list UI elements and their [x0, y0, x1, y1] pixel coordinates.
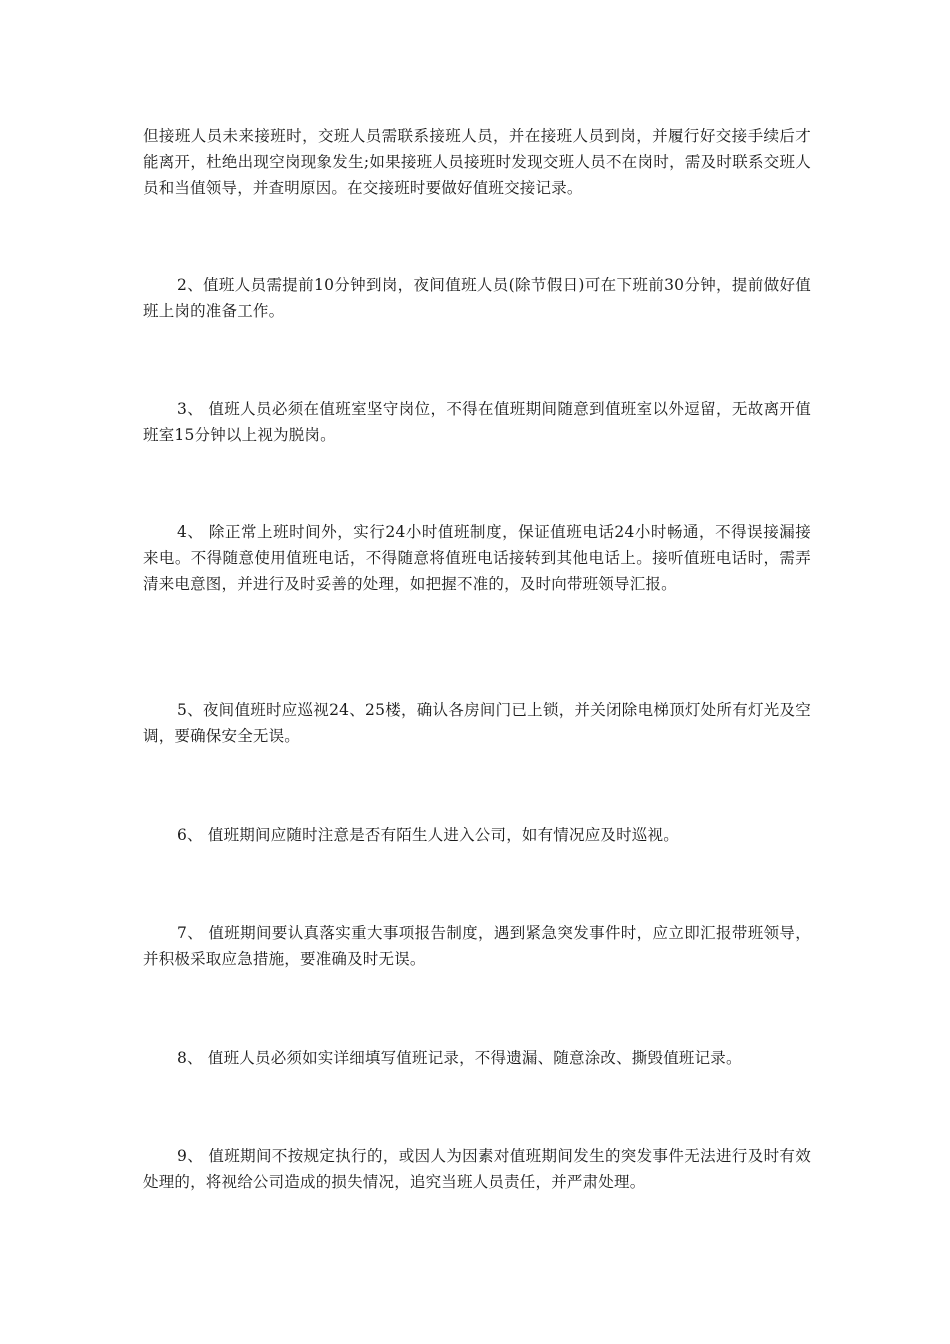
paragraph-rule-4: 4、 除正常上班时间外，实行24小时值班制度，保证值班电话24小时畅通，不得误接漏接来电。不得随意使用值班电话，不得随意将值班电话接转到其他电话上。接听值班电话时，需弄清来电意图，并进行及时妥善的处理，如把握不准的，及时向带班领导汇报。 [143, 523, 811, 593]
paragraph-rule-7: 7、 值班期间要认真落实重大事项报告制度，遇到紧急突发事件时，应立即汇报带班领导，并积极采取应急措施，要准确及时无误。 [143, 924, 811, 968]
paragraph-rule-6: 6、 值班期间应随时注意是否有陌生人进入公司，如有情况应及时巡视。 [177, 826, 679, 844]
paragraph-rule-9: 9、 值班期间不按规定执行的，或因人为因素对值班期间发生的突发事件无法进行及时有效处理的，将视给公司造成的损失情况，追究当班人员责任，并严肃处理。 [143, 1147, 811, 1191]
paragraph-handover-continuation: 但接班人员未来接班时，交班人员需联系接班人员，并在接班人员到岗，并履行好交接手续后才能离开，杜绝出现空岗现象发生;如果接班人员接班时发现交班人员不在岗时，需及时联系交班人员和当值领导，并查明原因。在交接班时要做好值班交接记录。 [143, 127, 811, 197]
paragraph-rule-5: 5、夜间值班时应巡视24、25楼，确认各房间门已上锁，并关闭除电梯顶灯处所有灯光及空调，要确保安全无误。 [143, 701, 811, 745]
paragraph-rule-2: 2、值班人员需提前10分钟到岗，夜间值班人员(除节假日)可在下班前30分钟，提前做好值班上岗的准备工作。 [143, 276, 811, 320]
paragraph-rule-8: 8、 值班人员必须如实详细填写值班记录，不得遗漏、随意涂改、撕毁值班记录。 [177, 1049, 742, 1067]
paragraph-rule-3: 3、 值班人员必须在值班室坚守岗位，不得在值班期间随意到值班室以外逗留，无故离开值班室15分钟以上视为脱岗。 [143, 400, 811, 444]
